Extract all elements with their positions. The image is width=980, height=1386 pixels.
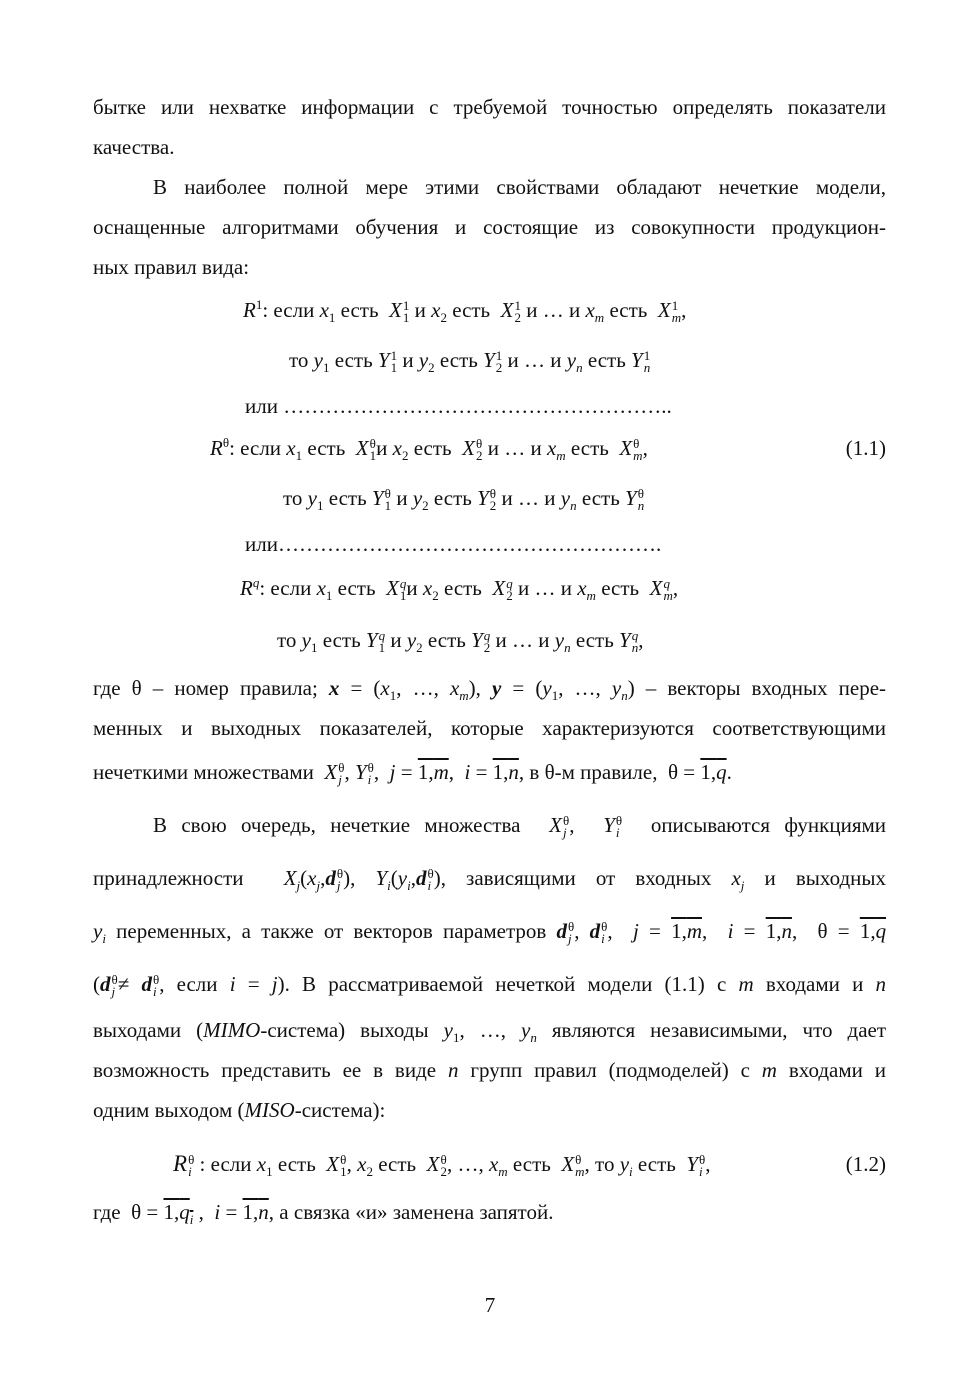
equation-number-1-1: (1.1) xyxy=(845,436,886,460)
rule-theta-condition: $R^\theta$: если $x_1$ есть X θ 1 и $x_2$ есть X θ 2 и … и $x_m$ есть X θ m , xyxy=(210,435,648,464)
para4-line2: принадлежности $X_j(x_j,d$ θ j ), $Y_i(y_i,d$ θ i ), зависящими от входных $x_j$ и выходных xyxy=(93,866,886,894)
para5: где $\theta = 1,q_i$ , i = 1,n, а связка «и» заменена запятой. xyxy=(93,1200,554,1228)
rule-1-condition: $R^1$: если $x_1$ есть X 1 1 и $x_2$ есть X 1 2 и … и $x_m$ есть X 1 m , xyxy=(243,297,687,326)
para4-line6: возможность представить ее в виде n групп правил (подмоделей) с m входами и xyxy=(93,1058,887,1082)
para2-line1: В наиболее полной мере этими свойствами обладают нечеткие модели, xyxy=(153,175,886,199)
para4-line3: $y_i$ переменных, а также от векторов параметров d θ j , d θ i , j = 1,m, i = 1,n, θ = 1,q xyxy=(93,919,887,947)
para3-line3: нечеткими множествами X θ j , Y θ i , j = 1,m, i = 1,n, в θ-м правиле, θ = 1,q. xyxy=(93,760,732,788)
rules-ellipsis-2: или………………………………………………. xyxy=(245,532,662,556)
rule-theta-conclusion: то $y_1$ есть Y θ 1 и $y_2$ есть Y θ 2 и … и $y_n$ есть Y θ n xyxy=(283,486,645,514)
para3-line2: менных и выходных показателей, которые характеризуются соответствующими xyxy=(93,716,886,740)
para2-line3: ных правил вида: xyxy=(93,255,250,279)
para3-line1: где θ – номер правила; $x = (x_1$, …, $x_m$), $y = (y_1$, …, $y_n$) – векторы входных пере- xyxy=(93,676,887,704)
rule-q-condition: $R^q$: если $x_1$ есть X q 1 и $x_2$ есть X q 2 и … и $x_m$ есть X q m , xyxy=(240,575,679,604)
para4-line7: одним выходом (MISO-система): xyxy=(93,1098,386,1122)
rules-ellipsis-1: или ……………………………………………….. xyxy=(245,394,672,418)
para2-line2: оснащенные алгоритмами обучения и состоящие из совокупности продукцион- xyxy=(93,215,886,239)
para4-line1: В свою очередь, нечеткие множества X θ j , Y θ i описываются функциями xyxy=(153,813,887,841)
para1-line1: бытке или нехватке информации с требуемой точностью определять показатели xyxy=(93,95,886,119)
rule-1-conclusion: то $y_1$ есть Y 1 1 и $y_2$ есть Y 1 2 и … и $y_n$ есть Y 1 n xyxy=(289,348,651,376)
para4-line5: выходами (MIMO-система) выходы $y_1$, …, $y_n$ являются независимыми, что дает xyxy=(93,1018,887,1046)
page-number: 7 xyxy=(484,1293,496,1317)
para4-line4: (d θ j ≠ d θ i , если i = j). В рассматриваемой нечеткой модели (1.1) с m входами и n xyxy=(93,972,886,1000)
rule-q-conclusion: то $y_1$ есть Y q 1 и $y_2$ есть Y q 2 и … и $y_n$ есть Y q n , xyxy=(277,628,644,656)
equation-number-1-2: (1.2) xyxy=(845,1152,886,1176)
para1-line2: качества. xyxy=(93,135,175,159)
rule-1-2: R θ i : если $x_1$ есть X θ 1 , $x_2$ есть X θ 2 , …, $x_m$ есть X θ m , то $y_i$ есть Y θ i , xyxy=(173,1151,711,1180)
